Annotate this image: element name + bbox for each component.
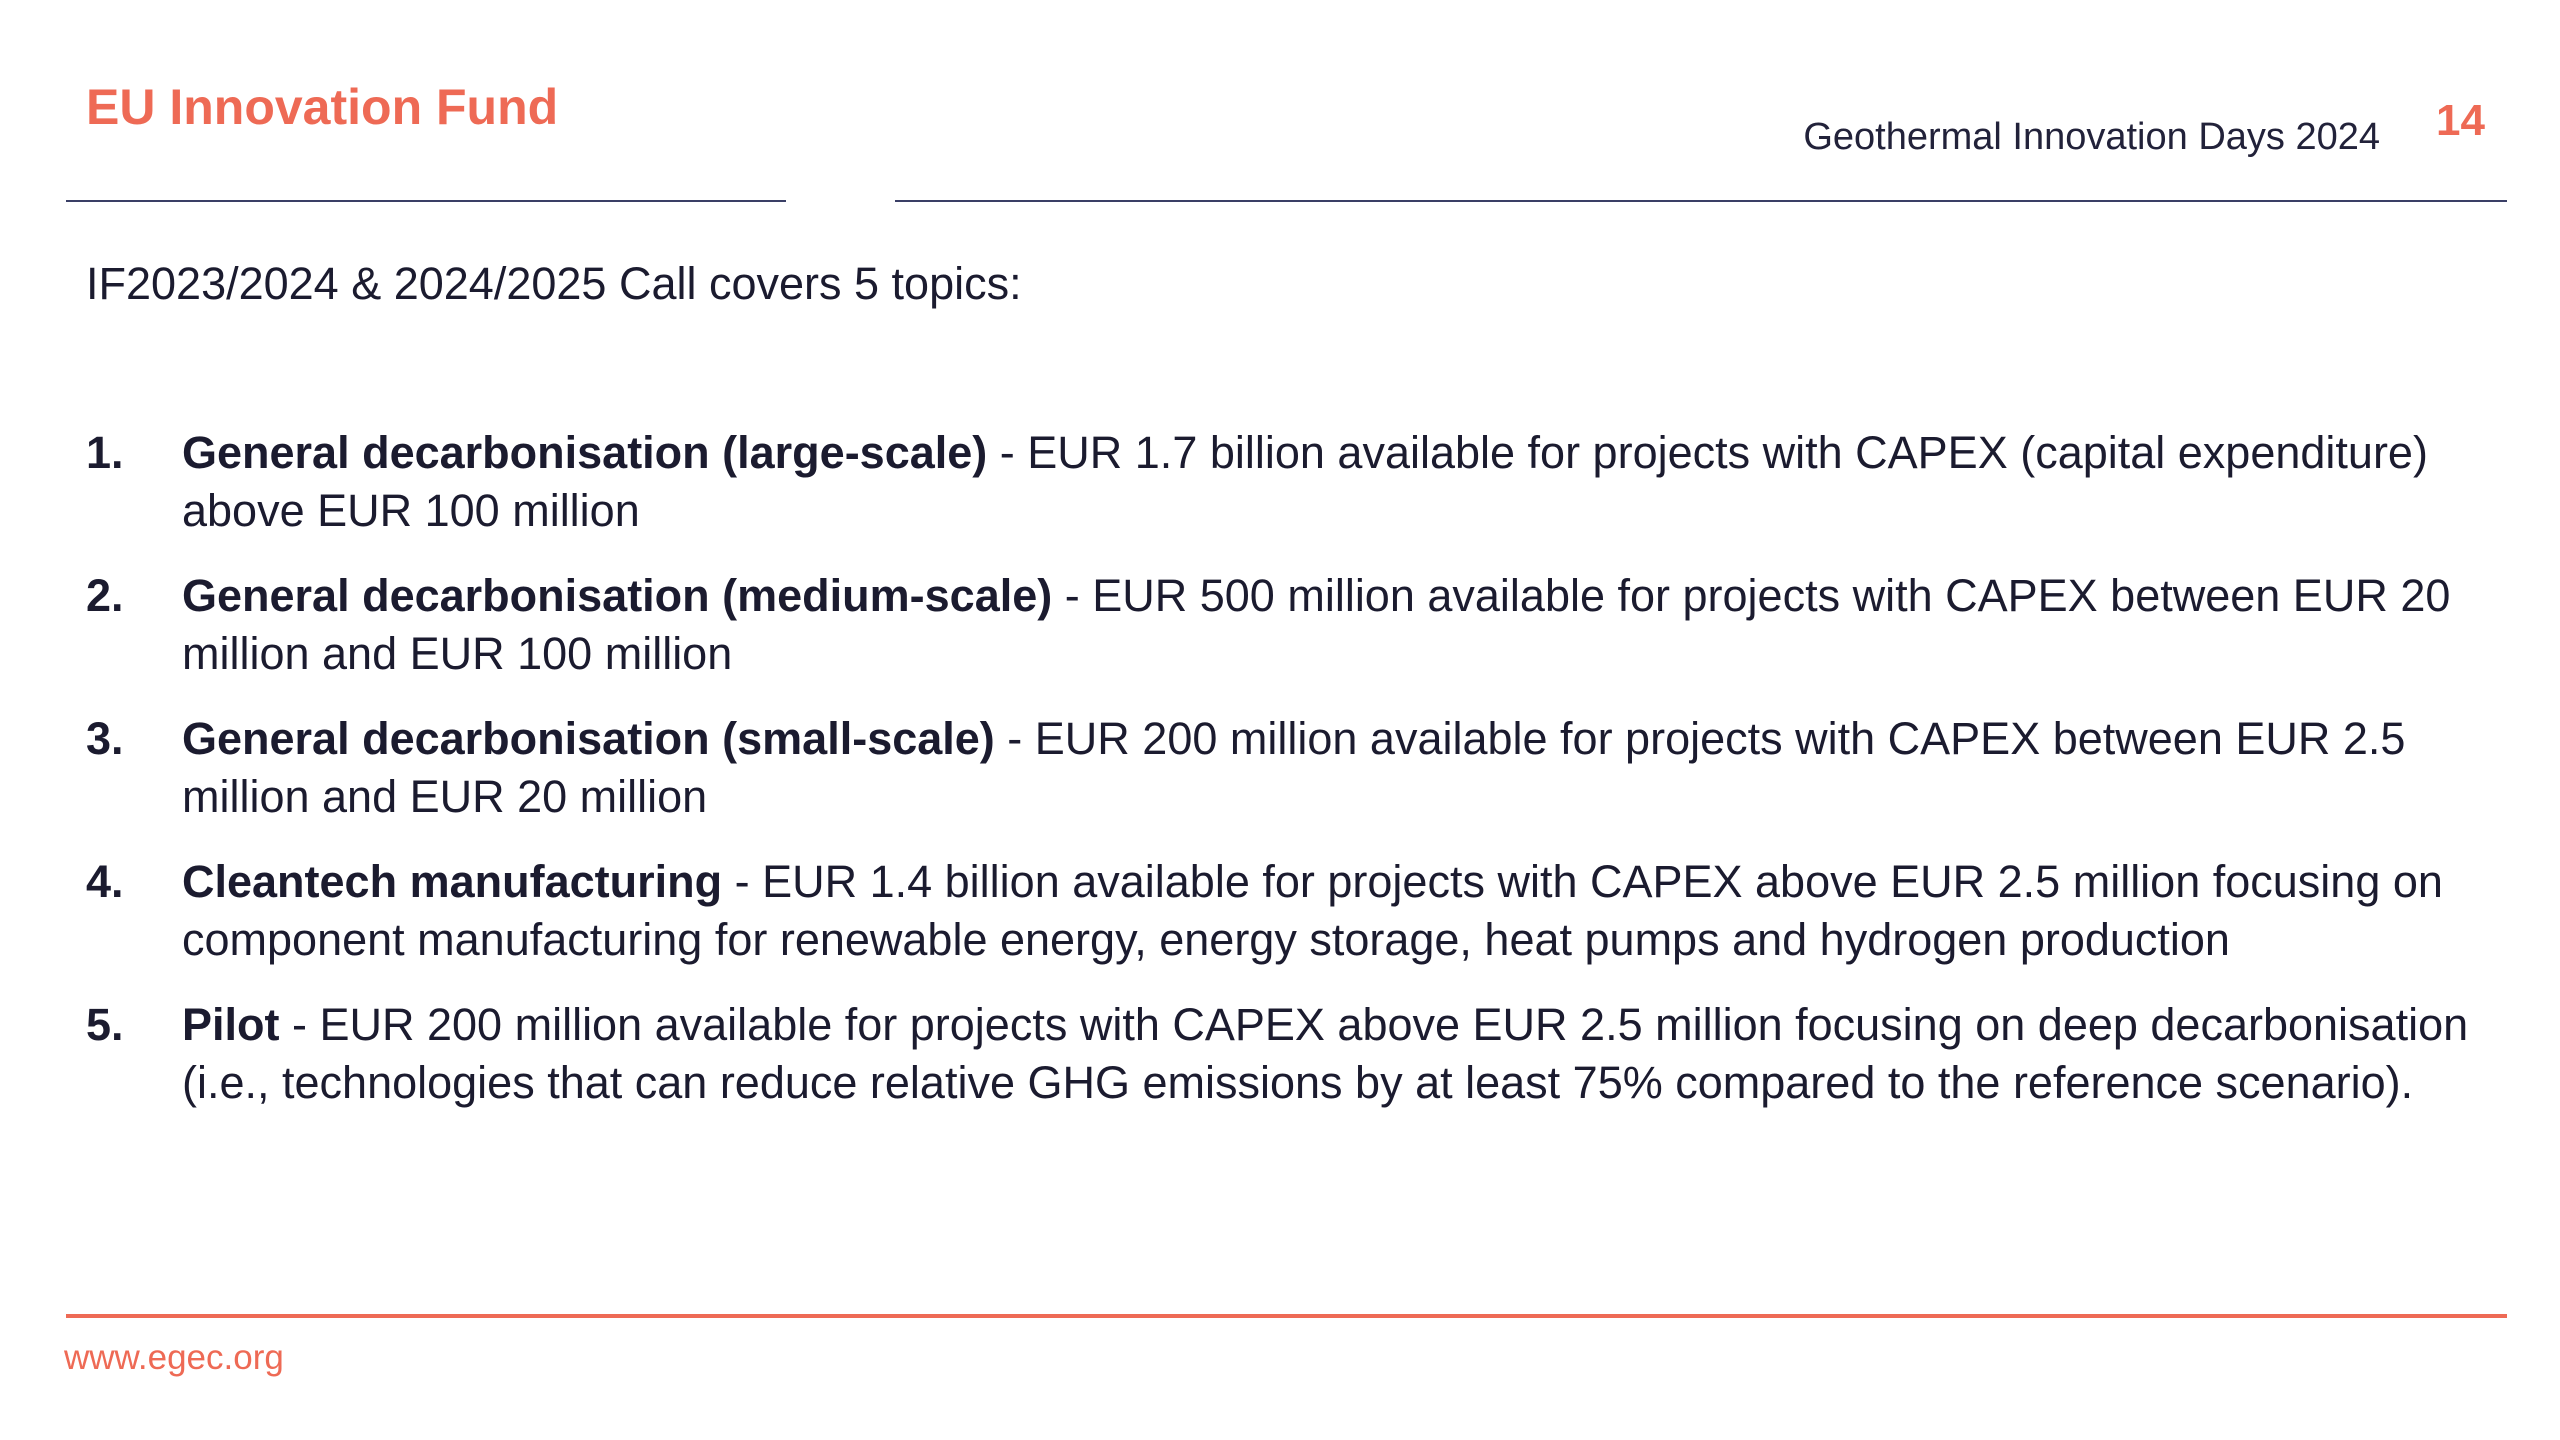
topic-name: Cleantech manufacturing — [182, 856, 723, 907]
topic-name: General decarbonisation (large-scale) — [182, 427, 988, 478]
topic-item — [86, 996, 2476, 1112]
page-number: 14 — [2436, 96, 2485, 145]
header-divider-left — [66, 200, 786, 202]
topic-description: - EUR 1.7 billion available for projects with CAPEX (capital expenditure) above EUR 100 million — [182, 427, 2428, 536]
topic-number: 2. — [86, 570, 124, 621]
topic-number: 4. — [86, 856, 124, 907]
topic-item — [86, 424, 2476, 540]
footer-website-link[interactable]: www.egec.org — [64, 1338, 284, 1377]
topic-text — [182, 853, 2476, 969]
topic-text — [182, 424, 2476, 540]
topic-number: 5. — [86, 999, 124, 1050]
topic-name: General decarbonisation (medium-scale) — [182, 570, 1053, 621]
topic-item — [86, 853, 2476, 969]
topic-name: Pilot — [182, 999, 280, 1050]
event-name: Geothermal Innovation Days 2024 — [1803, 116, 2380, 158]
slide-title: EU Innovation Fund — [86, 79, 559, 135]
topic-text — [182, 567, 2476, 683]
footer-divider — [66, 1314, 2507, 1318]
topic-item — [86, 710, 2476, 826]
topic-number: 1. — [86, 427, 124, 478]
topic-description: - EUR 200 million available for projects with CAPEX above EUR 2.5 million focusing on deep decarbonisation (i.e., technologies that can reduce relative GHG emissions by at least 75% compared to the reference scenario). — [182, 999, 2469, 1108]
header-divider-right — [895, 200, 2507, 202]
topic-item — [86, 567, 2476, 683]
topic-description: - EUR 200 million available for projects with CAPEX between EUR 2.5 million and EUR 20 million — [182, 713, 2406, 822]
topic-description: - EUR 500 million available for projects with CAPEX between EUR 20 million and EUR 100 million — [182, 570, 2451, 679]
topic-text — [182, 996, 2476, 1112]
topic-number: 3. — [86, 713, 124, 764]
topic-description: - EUR 1.4 billion available for projects with CAPEX above EUR 2.5 million focusing on component manufacturing for renewable energy, energy storage, heat pumps and hydrogen production — [182, 856, 2443, 965]
topic-name: General decarbonisation (small-scale) — [182, 713, 995, 764]
intro-text: IF2023/2024 & 2024/2025 Call covers 5 topics: — [86, 258, 1022, 309]
topic-text — [182, 710, 2476, 826]
topic-list — [86, 424, 2476, 1139]
